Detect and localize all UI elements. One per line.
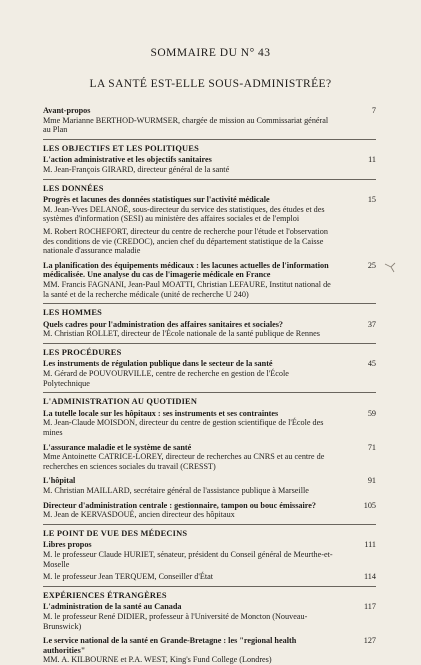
toc-entry — [43, 155, 376, 174]
section-heading: LES PROCÉDURES — [43, 343, 376, 358]
entry-title: L'hôpital — [43, 476, 76, 486]
toc-entry — [43, 195, 376, 224]
toc-entry — [43, 636, 376, 665]
entry-author: M. le professeur Jean TERQUEM, Conseiller d'État — [43, 572, 214, 582]
toc-entry — [43, 443, 376, 472]
entry-title: Avant-propos — [43, 106, 91, 115]
entry-page-number: 127 — [363, 636, 376, 646]
entry-page-number: 11 — [368, 155, 376, 165]
entry-title: Quels cadres pour l'administration des affaires sanitaires et sociales? — [43, 319, 284, 329]
entry-author: Mme Marianne BERTHOD-WURMSER, chargée de mission au Commissariat général au Plan — [43, 115, 329, 135]
toc-entry — [43, 359, 376, 388]
toc-sections — [43, 139, 376, 665]
pencil-mark-icon — [383, 260, 397, 274]
entry-author: M. Gérard de POUVOURVILLE, centre de recherche en gestion de l'École Polytechnique — [43, 369, 289, 388]
entry-author: M. Jean-Claude MOISDON, directeur du centre de gestion scientifique de l'École des mines — [43, 418, 324, 438]
entry-author: M. Christian ROLLET, directeur de l'École nationale de la santé publique de Rennes — [43, 329, 320, 339]
section-heading: EXPÉRIENCES ÉTRANGÈRES — [43, 586, 376, 601]
entry-page-number: 117 — [364, 602, 376, 612]
entry-author: M. Christian MAILLARD, secrétaire général de l'assistance publique à Marseille — [43, 486, 309, 495]
entry-author: M. Jean-François GIRARD, directeur général de la santé — [43, 164, 230, 174]
entry-author: MM. Francis FAGNANI, Jean-Paul MOATTI, Christian LEFAURE, Institut national de la santé et de la recherche médicale (unité de recherche U 240) — [43, 279, 331, 299]
section-heading: LES DONNÉES — [43, 179, 376, 194]
toc-entry — [43, 572, 376, 582]
section-heading: LE POINT DE VUE DES MÉDECINS — [43, 524, 376, 539]
entry-page-number: 37 — [367, 319, 376, 329]
entry-page-number: 59 — [367, 408, 376, 418]
entry-page-number: 111 — [364, 540, 376, 550]
entry-title: Libres propos — [43, 540, 92, 550]
entry-page-number: 105 — [363, 500, 376, 510]
entry-author: M. Robert ROCHEFORT, directeur du centre de recherche pour l'étude et l'observation des conditions de vie (CREDOC), ancien chef du département statistique de la Caisse nationale d'assurance maladie — [43, 226, 328, 256]
entry-title: La tutelle locale sur les hôpitaux : ses instruments et ses contraintes — [43, 408, 279, 418]
entry-title: La planification des équipements médicaux : les lacunes actuelles de l'information médicalisée. Une analyse du cas de l'imagerie médicale en France — [43, 260, 329, 280]
toc-entry — [43, 106, 376, 135]
entry-author: M. le professeur René DIDIER, professeur à l'Université de Moncton (Nouveau-Brunswick) — [43, 611, 308, 631]
section-heading: LES HOMMES — [43, 303, 376, 318]
entry-author: M. Jean de KERVASDOUÉ, ancien directeur des hôpitaux — [43, 510, 235, 520]
toc-entry — [43, 409, 376, 438]
entry-page-number: 91 — [367, 476, 376, 486]
toc-entry — [43, 261, 376, 299]
entry-author: M. Jean-Yves DELANOË, sous-directeur du service des statistiques, des études et des systèmes d'information (SESI) au ministère des affaires sociales et de l'emploi — [43, 204, 325, 224]
entry-page-number: 15 — [367, 195, 376, 205]
toc-entry — [43, 501, 376, 520]
section-heading: LES OBJECTIFS ET LES POLITIQUES — [43, 139, 376, 154]
entry-author: M. le professeur Claude HURIET, sénateur, président du Conseil général de Meurthe-et-Moselle — [43, 549, 333, 569]
entry-title: Le service national de la santé en Grande-Bretagne : les "regional health authorities" — [43, 636, 297, 655]
table-of-contents — [43, 106, 376, 665]
entry-title: Les instruments de régulation publique dans le secteur de la santé — [43, 359, 273, 369]
entry-page-number: 25 — [367, 260, 376, 270]
entry-title: L'assurance maladie et le système de santé — [43, 442, 192, 452]
entry-title: Progrès et lacunes des données statistiques sur l'activité médicale — [43, 195, 270, 205]
issue-heading: SOMMAIRE DU N° 43 — [150, 47, 271, 59]
entry-page-number: 45 — [367, 359, 376, 369]
entry-page-number: 71 — [367, 442, 376, 452]
entry-title: L'action administrative et les objectifs sanitaires — [43, 155, 212, 165]
entry-title: L'administration de la santé au Canada — [43, 602, 182, 612]
toc-entry — [43, 540, 376, 569]
section-heading: L'ADMINISTRATION AU QUOTIDIEN — [43, 392, 376, 407]
entry-page-number: 7 — [371, 106, 376, 115]
entry-page-number: 114 — [364, 572, 376, 582]
page-title: LA SANTÉ EST-ELLE SOUS-ADMINISTRÉE? — [89, 78, 332, 90]
entry-author: Mme Antoinette CATRICE-LOREY, directeur de recherches au CNRS et au centre de recherches en sciences sociales du travail (CRESST) — [43, 452, 325, 471]
toc-entry — [43, 602, 376, 631]
entry-author: MM. A. KILBOURNE et P.A. WEST, King's Fund College (Londres) — [43, 655, 272, 665]
toc-entry — [43, 320, 376, 339]
toc-entry — [43, 476, 376, 495]
entry-title: Directeur d'administration centrale : gestionnaire, tampon ou bouc émissaire? — [43, 500, 316, 510]
toc-entry — [43, 227, 376, 256]
